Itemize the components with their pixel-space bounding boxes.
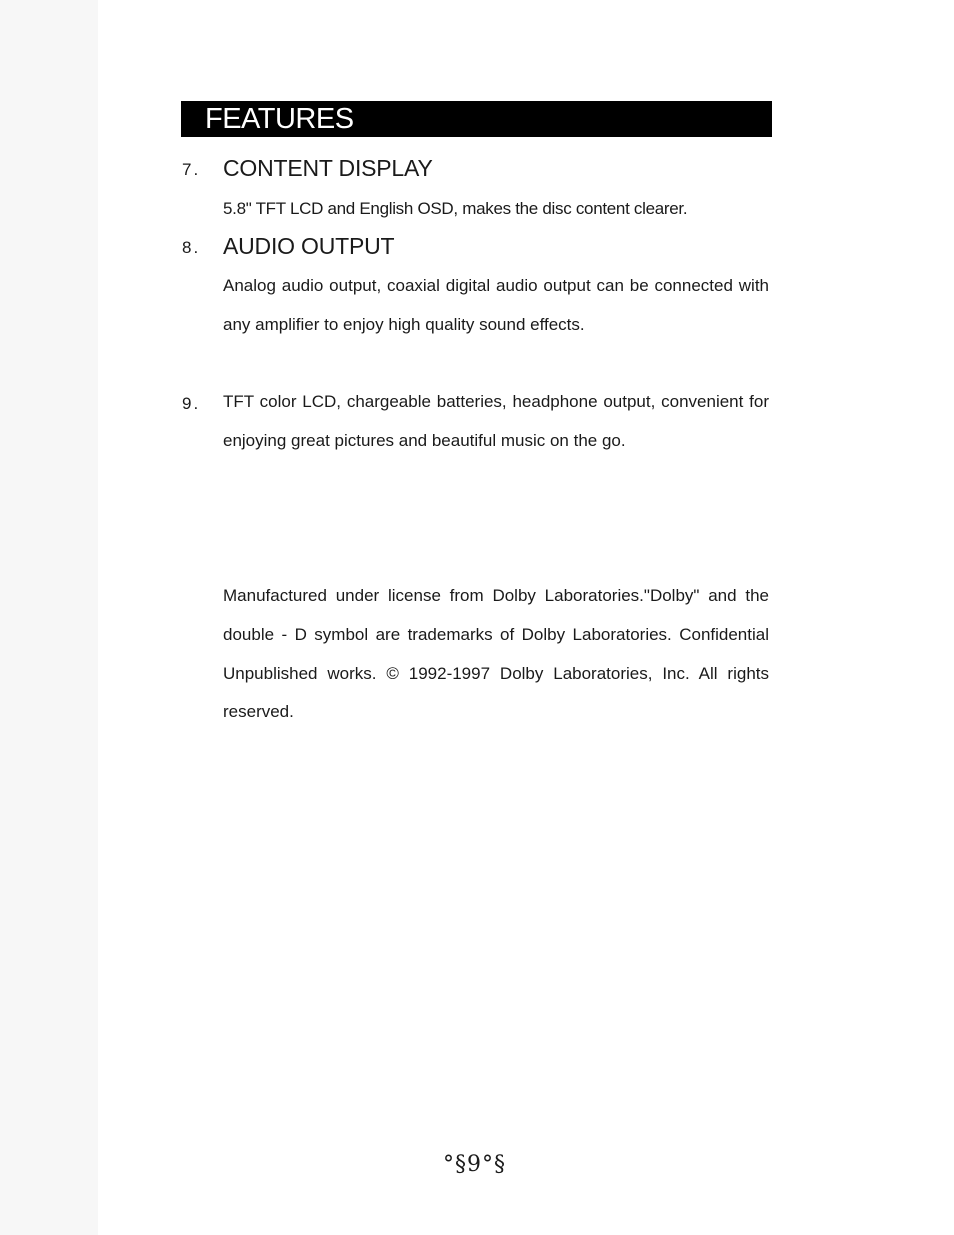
page-margin-shade (0, 0, 98, 1235)
page-number: °§9°§ (443, 1152, 506, 1177)
item-number-8: 8. (182, 238, 201, 257)
dolby-license-notice: Manufactured under license from Dolby Laboratories."Dolby" and the double - D symbol are trademarks of Dolby Laboratories. Confidential Unpublished works. © 1992-1997 Dolby Laboratories, Inc. All rights reserved. (223, 586, 769, 722)
item-title-audio-output: AUDIO OUTPUT (223, 233, 395, 259)
item-number-7: 7. (182, 160, 201, 179)
item-text-tft-color-lcd: TFT color LCD, chargeable batteries, headphone output, convenient for enjoying great pictures and beautiful music on the go. (223, 392, 769, 450)
item-number-9: 9. (182, 394, 201, 413)
item-text-content-display: 5.8" TFT LCD and English OSD, makes the disc content clearer. (223, 199, 688, 218)
item-title-content-display: CONTENT DISPLAY (223, 155, 433, 181)
item-text-audio-output: Analog audio output, coaxial digital audio output can be connected with any amplifier to enjoy high quality sound effects. (223, 276, 769, 334)
section-header-features: FEATURES (181, 101, 772, 137)
